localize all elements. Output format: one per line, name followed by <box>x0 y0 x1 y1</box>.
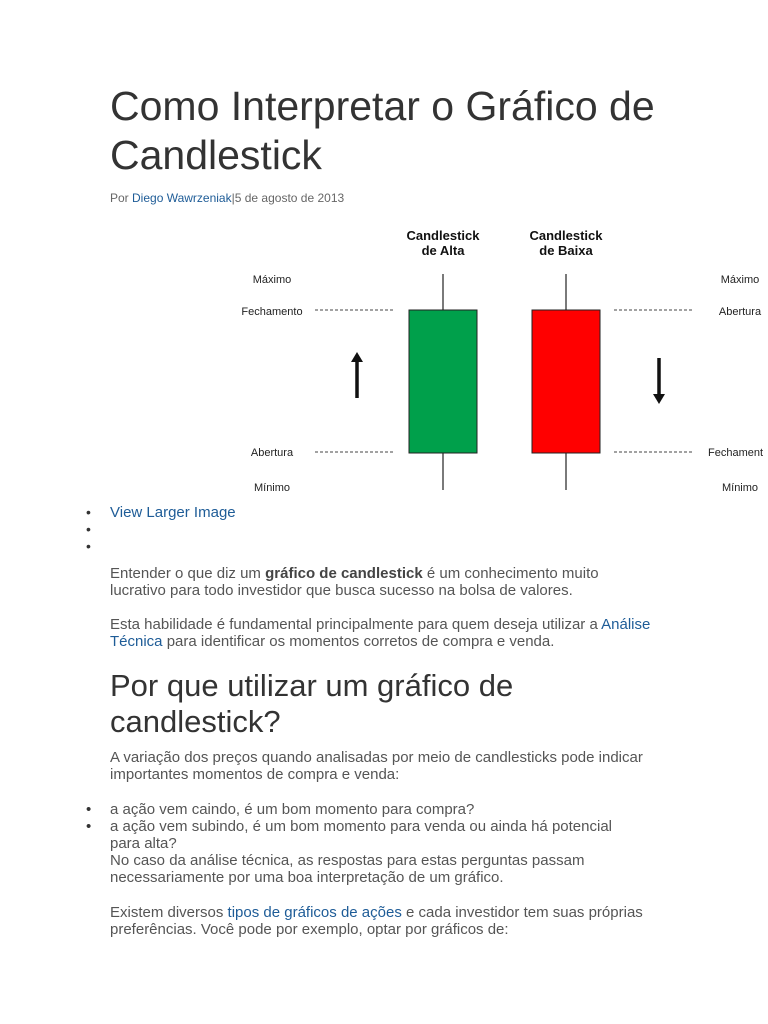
text-span: para identificar os momentos corretos de compra e venda. <box>162 633 555 650</box>
text-span: Existem diversos <box>110 904 228 921</box>
bull-candle-body <box>409 310 477 453</box>
bull-title-line2: de Alta <box>421 243 465 258</box>
down-arrow-icon <box>653 358 665 404</box>
list-item: • a ação vem subindo, é um bom momento para venda ou ainda há potencial para alta? <box>86 818 646 852</box>
left-label-low: Mínimo <box>253 482 291 494</box>
section-heading: Por que utilizar um gráfico de candlestick? <box>110 668 514 739</box>
list-item <box>86 537 236 554</box>
right-label-low: Mínimo <box>721 482 759 494</box>
publish-date: 5 de agosto de 2013 <box>234 191 345 205</box>
list-item: • a ação vem caindo, é um bom momento para compra? <box>86 801 646 818</box>
right-label-close: Fechament <box>708 447 764 459</box>
bear-candle-body <box>532 310 600 453</box>
candlestick-diagram <box>230 222 768 497</box>
text-span: é um conhecimento muito lucrativo para todo investidor que busca sucesso na bolsa de valores. <box>110 565 599 599</box>
byline-prefix: Por <box>110 191 133 205</box>
list-item <box>86 520 236 537</box>
list-item <box>86 503 236 520</box>
up-arrow-icon <box>351 352 363 398</box>
author-link[interactable]: Diego Wawrzeniak <box>132 191 232 205</box>
intro-paragraph-1 <box>110 565 650 599</box>
right-label-open: Abertura <box>718 306 762 318</box>
right-label-high: Máximo <box>720 274 760 286</box>
bear-title-line1: Candlestick <box>529 228 603 243</box>
article-title: Como Interpretar o Gráfico de Candlestick <box>110 83 655 178</box>
text-span: Entender o que diz um <box>110 565 266 582</box>
candlestick-figure <box>230 222 768 497</box>
text-span: e cada investidor tem suas próprias preferências. Você pode por exemplo, optar por gráficos de: <box>110 904 643 938</box>
intro-paragraph-2 <box>110 616 670 650</box>
left-label-close: Fechamento <box>241 306 303 318</box>
analise-tecnica-link[interactable]: Análise Técnica <box>110 616 651 650</box>
bear-title-line2: de Baixa <box>539 243 593 258</box>
bold-term: gráfico de candlestick <box>265 565 423 582</box>
byline <box>110 191 344 205</box>
question-list <box>86 801 646 852</box>
bull-title-line1: Candlestick <box>406 228 480 243</box>
text-span: Esta habilidade é fundamental principalmente para quem deseja utilizar a <box>110 616 602 633</box>
section-paragraph-1: A variação dos preços quando analisadas por meio de candlesticks pode indicar importantes momentos de compra e venda: <box>110 749 643 783</box>
byline-separator: | <box>231 191 235 205</box>
view-larger-image-link[interactable]: View Larger Image <box>110 504 236 521</box>
image-actions-list <box>86 503 236 554</box>
section-paragraph-3 <box>110 904 650 938</box>
section-paragraph-2: No caso da análise técnica, as respostas para estas perguntas passam necessariamente por uma boa interpretação de um gráfico. <box>110 852 585 886</box>
left-label-high: Máximo <box>252 274 292 286</box>
tipos-graficos-link[interactable]: tipos de gráficos de ações <box>227 904 402 921</box>
left-label-open: Abertura <box>250 447 294 459</box>
